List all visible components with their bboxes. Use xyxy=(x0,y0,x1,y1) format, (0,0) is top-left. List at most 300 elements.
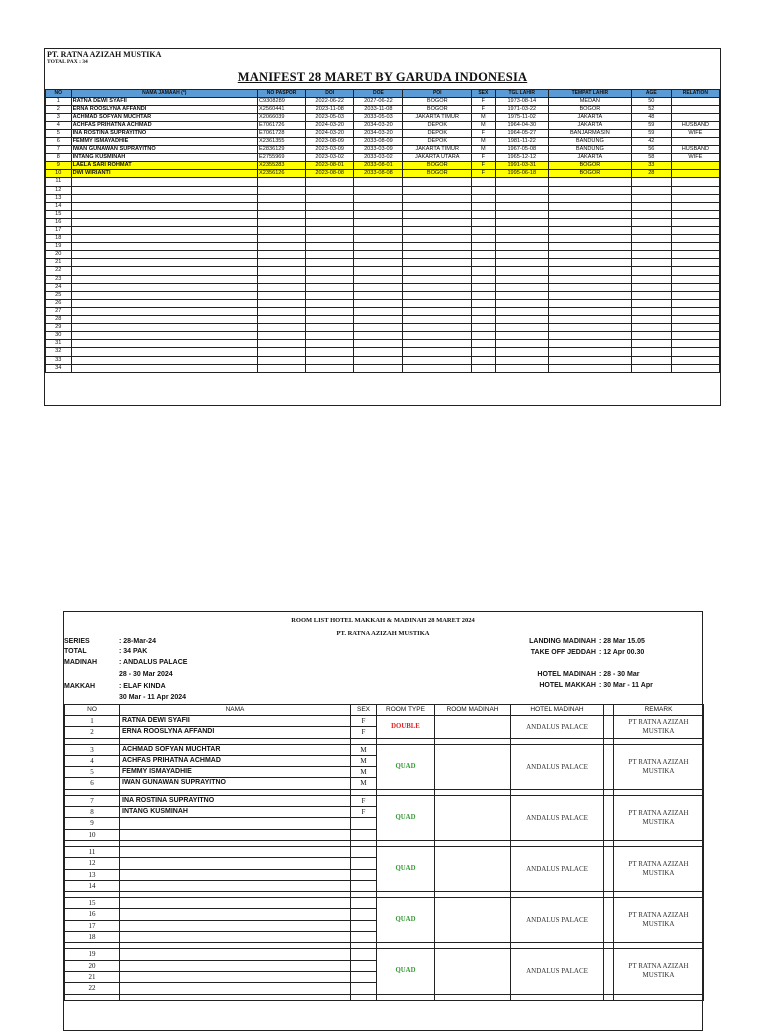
info-left-value: : 34 PAK xyxy=(119,648,148,655)
manifest-cell-empty xyxy=(472,218,496,226)
manifest-cell-empty xyxy=(258,259,306,267)
manifest-cell-empty xyxy=(258,202,306,210)
room-row xyxy=(65,716,704,727)
manifest-cell-empty xyxy=(354,316,403,324)
manifest-cell-no: 27 xyxy=(46,307,72,315)
manifest-cell-empty xyxy=(548,267,631,275)
room-cell-sex xyxy=(351,846,377,857)
manifest-cell-empty xyxy=(495,251,548,259)
manifest-cell-no: 10 xyxy=(46,170,72,178)
manifest-cell-empty xyxy=(671,275,719,283)
manifest-sheet xyxy=(44,48,721,406)
manifest-cell-age: 59 xyxy=(631,121,671,129)
manifest-cell-empty xyxy=(495,316,548,324)
manifest-cell-age: 50 xyxy=(631,97,671,105)
room-gap-cell xyxy=(65,994,120,1000)
manifest-cell-empty xyxy=(403,364,472,372)
room-type: QUAD xyxy=(377,898,435,943)
manifest-cell-empty xyxy=(354,299,403,307)
manifest-cell-no: 30 xyxy=(46,332,72,340)
manifest-cell-empty xyxy=(306,243,354,251)
room-madinah xyxy=(435,846,511,891)
manifest-empty-row xyxy=(46,340,720,348)
manifest-cell-empty xyxy=(495,324,548,332)
room-row xyxy=(65,949,704,960)
manifest-cell-sex: F xyxy=(472,105,496,113)
room-cell-sex xyxy=(351,898,377,909)
manifest-cell-empty xyxy=(495,307,548,315)
manifest-cell-age: 59 xyxy=(631,129,671,137)
manifest-cell-empty xyxy=(631,340,671,348)
manifest-row xyxy=(46,137,720,145)
info-right-line xyxy=(526,671,639,678)
manifest-cell-no: 6 xyxy=(46,137,72,145)
manifest-col-header: POI xyxy=(403,90,472,98)
info-right-value: : 30 Mar - 11 Apr xyxy=(599,682,653,689)
manifest-empty-row xyxy=(46,348,720,356)
manifest-cell-empty xyxy=(472,291,496,299)
manifest-cell-relation: WIFE xyxy=(671,129,719,137)
room-cell-sex xyxy=(351,949,377,960)
manifest-cell-tgl: 1964-04-30 xyxy=(495,121,548,129)
room-spacer xyxy=(604,898,614,943)
manifest-cell-doe: 2033-08-09 xyxy=(354,137,403,145)
room-cell-sex: F xyxy=(351,727,377,738)
manifest-cell-doe: 2033-05-03 xyxy=(354,113,403,121)
manifest-cell-empty xyxy=(354,307,403,315)
manifest-cell-empty xyxy=(71,210,257,218)
manifest-cell-empty xyxy=(306,340,354,348)
manifest-cell-empty xyxy=(354,356,403,364)
manifest-cell-empty xyxy=(495,275,548,283)
info-left-value: 30 Mar - 11 Apr 2024 xyxy=(119,694,187,701)
manifest-cell-empty xyxy=(354,227,403,235)
manifest-cell-empty xyxy=(631,186,671,194)
manifest-cell-doe: 2033-03-09 xyxy=(354,146,403,154)
manifest-cell-empty xyxy=(472,299,496,307)
room-cell-no: 20 xyxy=(65,960,120,971)
manifest-empty-row xyxy=(46,186,720,194)
manifest-cell-empty xyxy=(495,364,548,372)
manifest-cell-no: 20 xyxy=(46,251,72,259)
manifest-col-header: DOE xyxy=(354,90,403,98)
manifest-cell-empty xyxy=(71,186,257,194)
manifest-cell-empty xyxy=(548,340,631,348)
room-cell-name xyxy=(120,909,351,920)
manifest-cell-empty xyxy=(631,235,671,243)
manifest-cell-empty xyxy=(306,299,354,307)
manifest-cell-empty xyxy=(548,227,631,235)
room-madinah xyxy=(435,716,511,739)
manifest-row xyxy=(46,162,720,170)
room-type: QUAD xyxy=(377,795,435,840)
manifest-empty-row xyxy=(46,227,720,235)
manifest-cell-no: 32 xyxy=(46,348,72,356)
room-col-header: NAMA xyxy=(120,705,351,716)
manifest-cell-empty xyxy=(403,251,472,259)
manifest-cell-empty xyxy=(472,324,496,332)
manifest-cell-empty xyxy=(403,307,472,315)
manifest-cell-empty xyxy=(631,218,671,226)
manifest-cell-sex: F xyxy=(472,154,496,162)
manifest-empty-row xyxy=(46,243,720,251)
manifest-cell-empty xyxy=(671,340,719,348)
room-cell-no: 19 xyxy=(65,949,120,960)
manifest-cell-relation: HUSBAND xyxy=(671,121,719,129)
manifest-cell-empty xyxy=(631,202,671,210)
manifest-cell-empty xyxy=(548,283,631,291)
manifest-cell-empty xyxy=(258,348,306,356)
manifest-cell-empty xyxy=(354,275,403,283)
manifest-cell-doe: 2033-03-02 xyxy=(354,154,403,162)
room-cell-name: FEMMY ISMAYADHIE xyxy=(120,767,351,778)
manifest-row xyxy=(46,129,720,137)
info-right-line xyxy=(526,649,644,656)
manifest-empty-row xyxy=(46,259,720,267)
info-right-value: : 28 - 30 Mar xyxy=(599,671,640,678)
manifest-cell-empty xyxy=(354,283,403,291)
manifest-cell-empty xyxy=(548,332,631,340)
room-col-header: REMARK xyxy=(614,705,704,716)
room-cell-name xyxy=(120,858,351,869)
room-cell-sex: M xyxy=(351,767,377,778)
manifest-cell-empty xyxy=(671,283,719,291)
manifest-cell-empty xyxy=(548,251,631,259)
manifest-cell-poi: JAKARTA TIMUR xyxy=(403,146,472,154)
room-col-header xyxy=(604,705,614,716)
room-madinah xyxy=(435,949,511,994)
manifest-cell-empty xyxy=(71,307,257,315)
room-remark: PT RATNA AZIZAH MUSTIKA xyxy=(614,949,704,994)
manifest-cell-empty xyxy=(354,348,403,356)
room-cell-no: 1 xyxy=(65,716,120,727)
manifest-cell-name: FEMMY ISMAYADHIE xyxy=(71,137,257,145)
manifest-cell-empty xyxy=(354,186,403,194)
room-cell-sex: M xyxy=(351,755,377,766)
manifest-cell-empty xyxy=(258,307,306,315)
manifest-cell-relation xyxy=(671,170,719,178)
manifest-cell-empty xyxy=(472,332,496,340)
manifest-cell-no: 13 xyxy=(46,194,72,202)
manifest-cell-poi: BOGOR xyxy=(403,162,472,170)
manifest-cell-no: 2 xyxy=(46,105,72,113)
manifest-col-header: NO PASPOR xyxy=(258,90,306,98)
manifest-cell-empty xyxy=(495,259,548,267)
room-remark: PT RATNA AZIZAH MUSTIKA xyxy=(614,795,704,840)
manifest-cell-tempat: BOGOR xyxy=(548,105,631,113)
manifest-cell-empty xyxy=(71,316,257,324)
manifest-cell-no: 7 xyxy=(46,146,72,154)
room-cell-name: INTANG KUSMINAH xyxy=(120,807,351,818)
hotel-madinah: ANDALUS PALACE xyxy=(511,716,604,739)
manifest-cell-tgl: 1991-03-31 xyxy=(495,162,548,170)
manifest-cell-empty xyxy=(671,235,719,243)
manifest-cell-empty xyxy=(671,307,719,315)
room-cell-name xyxy=(120,869,351,880)
manifest-cell-empty xyxy=(631,194,671,202)
room-cell-name xyxy=(120,846,351,857)
manifest-cell-doi: 2023-08-08 xyxy=(306,170,354,178)
manifest-cell-empty xyxy=(354,291,403,299)
manifest-cell-empty xyxy=(548,218,631,226)
manifest-empty-row xyxy=(46,356,720,364)
manifest-cell-no: 21 xyxy=(46,259,72,267)
manifest-cell-empty xyxy=(354,364,403,372)
manifest-cell-empty xyxy=(548,348,631,356)
manifest-cell-tempat: JAKARTA xyxy=(548,154,631,162)
manifest-cell-empty xyxy=(354,210,403,218)
manifest-cell-poi: BOGOR xyxy=(403,170,472,178)
hotel-madinah: ANDALUS PALACE xyxy=(511,949,604,994)
manifest-cell-empty xyxy=(258,251,306,259)
manifest-cell-empty xyxy=(258,178,306,186)
room-cell-no: 3 xyxy=(65,744,120,755)
room-type: QUAD xyxy=(377,846,435,891)
manifest-cell-empty xyxy=(548,356,631,364)
manifest-cell-empty xyxy=(495,202,548,210)
manifest-cell-empty xyxy=(71,291,257,299)
info-right-line xyxy=(526,638,645,645)
manifest-cell-no: 5 xyxy=(46,129,72,137)
manifest-row xyxy=(46,121,720,129)
manifest-cell-empty xyxy=(354,218,403,226)
room-header-row xyxy=(65,705,704,716)
manifest-col-header: DOI xyxy=(306,90,354,98)
manifest-cell-empty xyxy=(472,259,496,267)
manifest-cell-name: ACHMAD SOFYAN MUCHTAR xyxy=(71,113,257,121)
manifest-cell-sex: F xyxy=(472,170,496,178)
manifest-cell-empty xyxy=(631,291,671,299)
manifest-empty-row xyxy=(46,251,720,259)
manifest-cell-empty xyxy=(71,202,257,210)
manifest-cell-age: 48 xyxy=(631,113,671,121)
manifest-col-header: SEX xyxy=(472,90,496,98)
room-cell-no: 17 xyxy=(65,920,120,931)
manifest-cell-empty xyxy=(671,324,719,332)
manifest-cell-empty xyxy=(631,299,671,307)
room-cell-name: RATNA DEWI SYAFII xyxy=(120,716,351,727)
manifest-cell-empty xyxy=(671,356,719,364)
hotel-madinah: ANDALUS PALACE xyxy=(511,744,604,789)
manifest-cell-doi: 2023-05-03 xyxy=(306,113,354,121)
manifest-cell-tempat: BANDUNG xyxy=(548,137,631,145)
manifest-cell-empty xyxy=(354,259,403,267)
manifest-cell-doi: 2023-08-09 xyxy=(306,137,354,145)
manifest-cell-empty xyxy=(495,267,548,275)
manifest-cell-empty xyxy=(548,194,631,202)
manifest-cell-empty xyxy=(671,364,719,372)
manifest-cell-paspor: X2560441 xyxy=(258,105,306,113)
manifest-cell-empty xyxy=(403,291,472,299)
manifest-cell-empty xyxy=(403,356,472,364)
manifest-cell-empty xyxy=(472,235,496,243)
room-col-header: ROOM TYPE xyxy=(377,705,435,716)
room-madinah xyxy=(435,795,511,840)
manifest-cell-empty xyxy=(472,210,496,218)
manifest-cell-relation xyxy=(671,137,719,145)
room-list-subtitle: PT. RATNA AZIZAH MUSTIKA xyxy=(336,630,430,637)
manifest-cell-empty xyxy=(258,210,306,218)
manifest-cell-empty xyxy=(631,227,671,235)
manifest-cell-relation xyxy=(671,162,719,170)
room-cell-sex xyxy=(351,818,377,829)
manifest-cell-empty xyxy=(495,178,548,186)
manifest-cell-empty xyxy=(548,324,631,332)
manifest-cell-empty xyxy=(472,348,496,356)
manifest-cell-no: 14 xyxy=(46,202,72,210)
room-cell-no: 16 xyxy=(65,909,120,920)
manifest-cell-age: 58 xyxy=(631,154,671,162)
manifest-cell-empty xyxy=(548,243,631,251)
manifest-cell-empty xyxy=(472,283,496,291)
manifest-empty-row xyxy=(46,202,720,210)
manifest-cell-empty xyxy=(258,356,306,364)
total-pax: TOTAL PAX : 34 xyxy=(47,59,88,65)
room-cell-sex xyxy=(351,932,377,943)
manifest-cell-empty xyxy=(472,275,496,283)
manifest-cell-empty xyxy=(671,316,719,324)
manifest-cell-poi: BOGOR xyxy=(403,97,472,105)
manifest-cell-empty xyxy=(403,275,472,283)
manifest-cell-no: 3 xyxy=(46,113,72,121)
manifest-cell-empty xyxy=(671,218,719,226)
manifest-cell-doi: 2023-08-01 xyxy=(306,162,354,170)
room-cell-no: 13 xyxy=(65,869,120,880)
info-left-key: MAKKAH xyxy=(64,683,96,690)
room-cell-name xyxy=(120,880,351,891)
manifest-cell-relation xyxy=(671,113,719,121)
info-left-line xyxy=(64,659,187,666)
manifest-cell-poi: DEPOK xyxy=(403,121,472,129)
manifest-row xyxy=(46,146,720,154)
manifest-cell-empty xyxy=(306,259,354,267)
manifest-col-header: AGE xyxy=(631,90,671,98)
manifest-cell-empty xyxy=(403,316,472,324)
manifest-cell-empty xyxy=(71,324,257,332)
manifest-cell-empty xyxy=(71,259,257,267)
room-col-header: ROOM MADINAH xyxy=(435,705,511,716)
manifest-cell-empty xyxy=(306,235,354,243)
manifest-cell-empty xyxy=(71,299,257,307)
manifest-cell-empty xyxy=(403,210,472,218)
manifest-cell-empty xyxy=(306,283,354,291)
manifest-cell-empty xyxy=(258,267,306,275)
info-left-value: : ELAF KINDA xyxy=(119,683,166,690)
manifest-cell-empty xyxy=(258,324,306,332)
room-table xyxy=(64,704,704,1001)
manifest-cell-empty xyxy=(306,251,354,259)
manifest-cell-empty xyxy=(71,227,257,235)
company-name: PT. RATNA AZIZAH MUSTIKA xyxy=(47,50,162,59)
manifest-cell-sex: F xyxy=(472,129,496,137)
manifest-cell-empty xyxy=(631,283,671,291)
manifest-cell-empty xyxy=(354,267,403,275)
room-cell-name xyxy=(120,971,351,982)
manifest-cell-tgl: 1965-12-12 xyxy=(495,154,548,162)
manifest-empty-row xyxy=(46,307,720,315)
manifest-cell-empty xyxy=(354,324,403,332)
manifest-empty-row xyxy=(46,291,720,299)
manifest-empty-row xyxy=(46,178,720,186)
info-left-key: TOTAL xyxy=(64,648,87,655)
manifest-cell-empty xyxy=(472,251,496,259)
manifest-cell-relation: WIFE xyxy=(671,154,719,162)
room-cell-sex: F xyxy=(351,795,377,806)
room-cell-no: 10 xyxy=(65,829,120,840)
manifest-cell-paspor: X2355283 xyxy=(258,162,306,170)
manifest-cell-empty xyxy=(495,194,548,202)
manifest-cell-empty xyxy=(495,348,548,356)
manifest-cell-empty xyxy=(403,259,472,267)
room-cell-no: 9 xyxy=(65,818,120,829)
manifest-cell-paspor: X2361355 xyxy=(258,137,306,145)
room-spacer xyxy=(604,716,614,739)
manifest-cell-tempat: JAKARTA xyxy=(548,113,631,121)
manifest-cell-empty xyxy=(631,259,671,267)
manifest-cell-empty xyxy=(306,267,354,275)
manifest-cell-empty xyxy=(354,340,403,348)
manifest-cell-empty xyxy=(548,307,631,315)
manifest-cell-empty xyxy=(631,324,671,332)
manifest-col-header: NO xyxy=(46,90,72,98)
manifest-cell-sex: M xyxy=(472,113,496,121)
info-left-line xyxy=(64,694,186,701)
manifest-cell-empty xyxy=(671,194,719,202)
manifest-cell-empty xyxy=(472,267,496,275)
manifest-cell-empty xyxy=(71,194,257,202)
manifest-cell-age: 52 xyxy=(631,105,671,113)
manifest-cell-name: ERNA ROOSLYNA AFFANDI xyxy=(71,105,257,113)
room-cell-no: 15 xyxy=(65,898,120,909)
manifest-cell-poi: DEPOK xyxy=(403,137,472,145)
manifest-cell-tgl: 1971-03-22 xyxy=(495,105,548,113)
manifest-empty-row xyxy=(46,332,720,340)
manifest-cell-empty xyxy=(306,275,354,283)
room-cell-name: ACHMAD SOFYAN MUCHTAR xyxy=(120,744,351,755)
manifest-cell-empty xyxy=(258,299,306,307)
manifest-cell-empty xyxy=(472,178,496,186)
manifest-cell-name: INA ROSTINA SUPRAYITNO xyxy=(71,129,257,137)
manifest-cell-empty xyxy=(306,218,354,226)
manifest-cell-empty xyxy=(403,348,472,356)
manifest-cell-empty xyxy=(403,299,472,307)
manifest-cell-empty xyxy=(472,186,496,194)
room-row xyxy=(65,846,704,857)
manifest-cell-empty xyxy=(671,243,719,251)
manifest-empty-row xyxy=(46,324,720,332)
manifest-cell-empty xyxy=(495,299,548,307)
manifest-cell-empty xyxy=(671,186,719,194)
room-cell-sex: M xyxy=(351,778,377,789)
manifest-cell-empty xyxy=(403,202,472,210)
manifest-cell-empty xyxy=(472,364,496,372)
manifest-row xyxy=(46,154,720,162)
info-left-line xyxy=(64,648,147,655)
manifest-cell-empty xyxy=(403,235,472,243)
manifest-cell-doi: 2023-03-09 xyxy=(306,146,354,154)
manifest-cell-empty xyxy=(495,332,548,340)
manifest-cell-empty xyxy=(472,243,496,251)
room-cell-no: 7 xyxy=(65,795,120,806)
manifest-cell-tgl: 1967-05-08 xyxy=(495,146,548,154)
manifest-col-header: NAMA JAMAAH (*) xyxy=(71,90,257,98)
manifest-cell-paspor: E7061726 xyxy=(258,121,306,129)
room-cell-no: 4 xyxy=(65,755,120,766)
room-group-gap xyxy=(65,994,704,1000)
manifest-cell-name: RATNA DEWI SYAFII xyxy=(71,97,257,105)
manifest-cell-doi: 2024-03-20 xyxy=(306,121,354,129)
manifest-cell-no: 25 xyxy=(46,291,72,299)
